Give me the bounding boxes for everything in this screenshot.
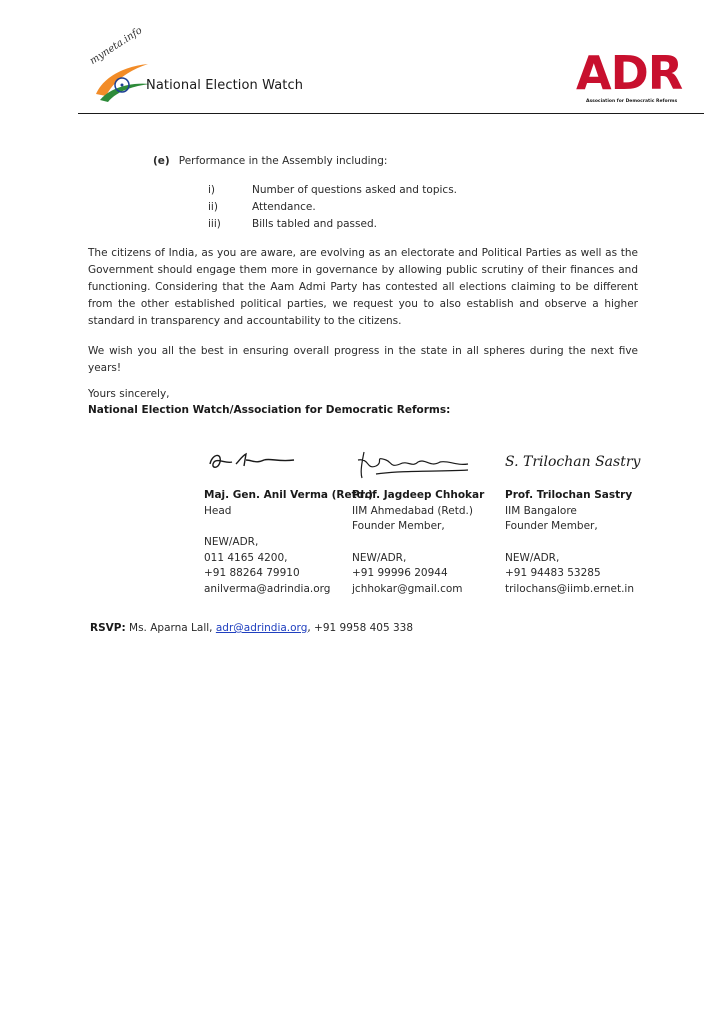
signatory-role: IIM Ahmedabad (Retd.) <box>352 504 473 517</box>
list-item-label: ii) <box>208 201 218 213</box>
rsvp-email-link[interactable]: adr@adrindia.org <box>215 622 308 634</box>
rsvp-phone: , +91 9958 405 338 <box>307 622 414 634</box>
list-item <box>208 218 377 230</box>
list-item <box>208 201 316 213</box>
signatory-phone: 011 4165 4200, <box>204 551 288 564</box>
list-item-text: Bills tabled and passed. <box>252 218 377 230</box>
adr-logo-text: ADR <box>576 46 683 100</box>
svg-text:S. Trilochan Sastry: S. Trilochan Sastry <box>505 454 641 470</box>
signatory-name: Prof. Trilochan Sastry <box>505 489 633 501</box>
list-item-label: i) <box>208 184 216 196</box>
item-e-marker: (e) <box>153 155 170 167</box>
signatory-role: Founder Member, <box>505 520 598 532</box>
item-e <box>153 155 387 167</box>
signatory-name: Maj. Gen. Anil Verma (Retd.) <box>204 489 373 501</box>
signature-trilochan-sastry <box>503 446 645 476</box>
closing-salutation: Yours sincerely, <box>88 388 170 400</box>
list-item-label: iii) <box>208 218 221 230</box>
signatory-phone: +91 94483 53285 <box>505 567 601 579</box>
signature-anil-verma <box>206 446 298 474</box>
signatory-org: NEW/ADR, <box>352 551 407 564</box>
signatory-email: anilverma@adrindia.org <box>204 582 331 595</box>
signatory-phone: +91 99996 20944 <box>352 567 448 579</box>
signatory-role: Founder Member, <box>352 520 445 532</box>
header-divider <box>78 113 704 114</box>
national-election-watch-logo <box>88 25 317 105</box>
signatory-email: jchhokar@gmail.com <box>352 582 463 595</box>
adr-logo-subtitle: Association for Democratic Reforms <box>586 99 678 104</box>
body-paragraph: We wish you all the best in ensuring overall progress in the state in all spheres during the next five years! <box>88 345 638 374</box>
signatory-block <box>352 488 484 597</box>
adr-logo <box>576 46 688 106</box>
signatory-block <box>505 488 634 597</box>
body-paragraph: The citizens of India, as you are aware, are evolving as an electorate and Political Parties as well as the Government should engage them more in governance by allowing public scrutiny of their finances and functioning. Considering that the Aam Admi Party has contested all elections claiming to be different from the other established political parties, we request you to also establish and observe a higher standard in transparency and accountability to the citizens. <box>88 247 638 327</box>
signatory-phone: +91 88264 79910 <box>204 567 300 579</box>
signatory-org: NEW/ADR, <box>505 551 560 564</box>
logo-title: National Election Watch <box>146 78 304 93</box>
signatory-role: IIM Bangalore <box>505 504 577 517</box>
rsvp-name: Ms. Aparna Lall, <box>129 622 213 634</box>
list-item-text: Attendance. <box>252 201 316 213</box>
logo-site-text: myneta.info <box>88 25 145 67</box>
signatory-role: Head <box>204 504 232 517</box>
signatory-name: Prof. Jagdeep Chhokar <box>352 489 485 501</box>
list-item <box>208 184 457 196</box>
signature-jagdeep-chhokar <box>356 448 472 482</box>
rsvp-line <box>90 622 413 634</box>
closing-organization: National Election Watch/Association for Democratic Reforms: <box>88 404 451 416</box>
item-e-text: Performance in the Assembly including: <box>178 155 388 167</box>
signatory-org: NEW/ADR, <box>204 536 259 548</box>
rsvp-label: RSVP: <box>90 622 126 634</box>
signatory-block <box>204 488 373 597</box>
signatory-email: trilochans@iimb.ernet.in <box>505 582 634 595</box>
list-item-text: Number of questions asked and topics. <box>252 184 458 196</box>
